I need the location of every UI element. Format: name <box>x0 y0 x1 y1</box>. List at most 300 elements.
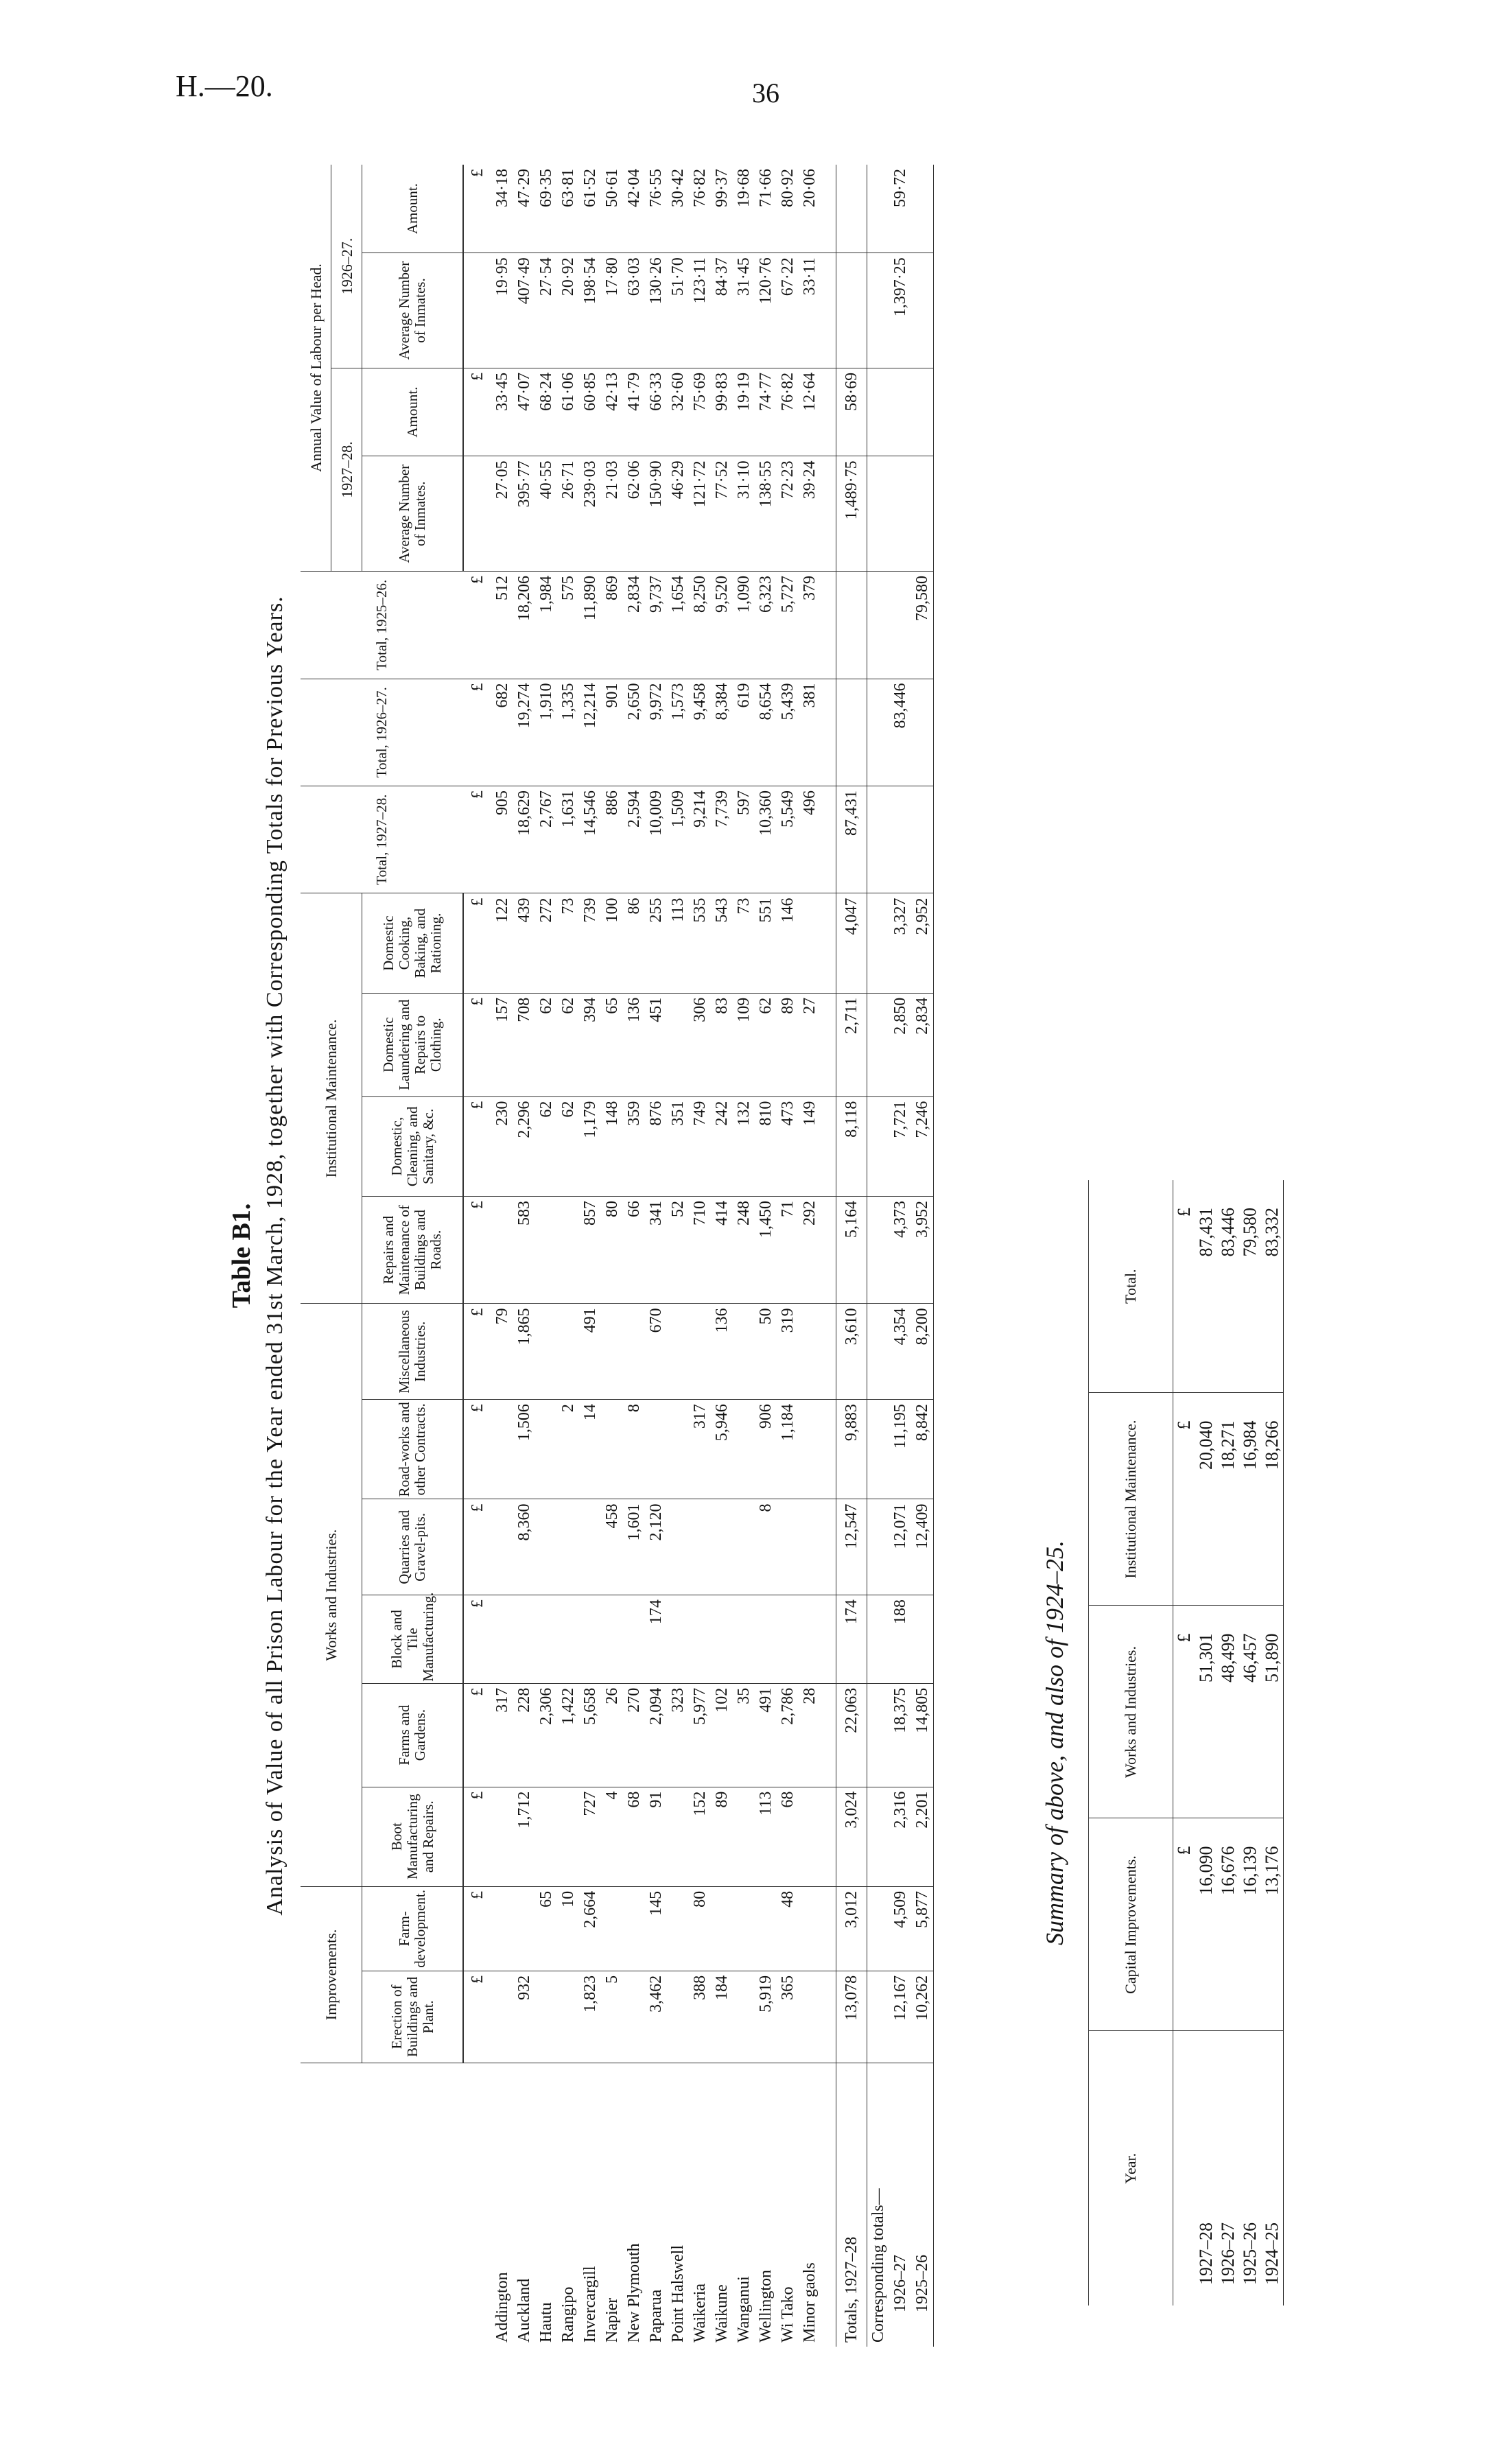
unit-cell: £ <box>463 993 491 1096</box>
value-cell <box>491 1400 513 1499</box>
value-cell: 65 <box>535 1886 557 1971</box>
value-cell <box>601 1886 623 1971</box>
value-cell: 255 <box>645 893 667 993</box>
value-cell <box>911 679 934 786</box>
blank-cell <box>867 368 890 456</box>
value-cell: 5,977 <box>689 1683 711 1787</box>
summary-row <box>1239 1180 1261 2305</box>
value-cell: 3,462 <box>645 1971 667 2063</box>
value-cell: 28 <box>799 1683 821 1787</box>
blank-cell <box>867 679 890 786</box>
value-cell: 8,842 <box>911 1400 934 1499</box>
value-cell <box>799 1499 821 1595</box>
value-cell: 535 <box>689 893 711 993</box>
table-body <box>463 165 934 2347</box>
value-cell <box>799 1595 821 1684</box>
value-cell <box>513 1595 535 1684</box>
value-cell: 4,373 <box>889 1196 911 1303</box>
value-cell <box>491 1971 513 2063</box>
table-row <box>711 165 733 2347</box>
value-cell <box>535 1400 557 1499</box>
summary-body <box>1173 1180 1284 2305</box>
value-cell: 2,094 <box>645 1683 667 1787</box>
value-cell <box>689 1595 711 1684</box>
summary-value: 48,499 <box>1217 1606 1239 1818</box>
value-cell: 66 <box>623 1196 645 1303</box>
value-cell: 727 <box>579 1787 601 1886</box>
col-domestic-cooking: Domestic Cooking, Baking, and Rationing. <box>362 893 464 993</box>
value-cell <box>623 1886 645 1971</box>
value-cell: 10,262 <box>911 1971 934 2063</box>
col-total-1925-26: Total, 1925–26. <box>301 572 463 679</box>
value-cell: 379 <box>799 572 821 679</box>
summary-row <box>1217 1180 1239 2305</box>
value-cell: 149 <box>799 1096 821 1196</box>
value-cell <box>601 1595 623 1684</box>
col-domestic-laundering: Domestic Laundering and Repairs to Clothing. <box>362 993 464 1096</box>
value-cell: 6,323 <box>755 572 777 679</box>
value-cell: 72·23 <box>777 456 799 572</box>
value-cell: 3,952 <box>911 1196 934 1303</box>
row-label: Invercargill <box>581 2266 599 2343</box>
value-cell: 20·06 <box>799 165 821 253</box>
col-quarries: Quarries and Gravel-pits. <box>362 1499 464 1595</box>
summary-year: 1925–26 <box>1240 2222 1260 2285</box>
value-cell: 71 <box>777 1196 799 1303</box>
col-block-tile: Block and Tile Manufacturing. <box>362 1595 464 1684</box>
value-cell <box>911 253 934 368</box>
row-header-blank <box>301 2063 463 2347</box>
col-avg-inmates-1927-28: Average Number of Inmates. <box>362 456 464 572</box>
blank-cell <box>867 1304 890 1400</box>
value-cell: 157 <box>491 993 513 1096</box>
table-row <box>777 165 799 2347</box>
unit-cell: £ <box>1173 1606 1196 1818</box>
blank-cell <box>867 1595 890 1684</box>
col-total-1926-27: Total, 1926–27. <box>301 679 463 786</box>
corresponding-heading-row <box>867 165 890 2347</box>
value-cell: 10 <box>557 1886 579 1971</box>
value-cell: 33·11 <box>799 253 821 368</box>
blank-cell <box>867 993 890 1096</box>
value-cell: 113 <box>667 893 689 993</box>
value-cell: 76·55 <box>645 165 667 253</box>
value-cell: 394 <box>579 993 601 1096</box>
value-cell: 46·29 <box>667 456 689 572</box>
value-cell: 80 <box>601 1196 623 1303</box>
value-cell: 1,506 <box>513 1400 535 1499</box>
value-cell: 26·71 <box>557 456 579 572</box>
value-cell <box>889 572 911 679</box>
row-label: Wi Tako <box>779 2286 797 2343</box>
value-cell: 67·22 <box>777 253 799 368</box>
table-row <box>623 165 645 2347</box>
value-cell: 1,335 <box>557 679 579 786</box>
summary-title: Summary of above, and also of 1924–25. <box>1041 1540 1068 1945</box>
value-cell: 184 <box>711 1971 733 2063</box>
value-cell: 1,179 <box>579 1096 601 1196</box>
value-cell: 146 <box>777 893 799 993</box>
value-cell: 66·33 <box>645 368 667 456</box>
value-cell: 123·11 <box>689 253 711 368</box>
value-cell: 228 <box>513 1683 535 1787</box>
value-cell: 2 <box>557 1400 579 1499</box>
value-cell: 458 <box>601 1499 623 1595</box>
table-row <box>689 165 711 2347</box>
group-works-industries: Works and Industries. <box>301 1304 362 1886</box>
value-cell: 5,727 <box>777 572 799 679</box>
value-cell: 50 <box>755 1304 777 1400</box>
value-cell: 272 <box>535 893 557 993</box>
value-cell: 12,167 <box>889 1971 911 2063</box>
value-cell <box>799 1787 821 1886</box>
value-cell: 62 <box>755 993 777 1096</box>
value-cell: 31·45 <box>733 253 755 368</box>
value-cell: 83,446 <box>889 679 911 786</box>
value-cell: 1,654 <box>667 572 689 679</box>
value-cell: 3,327 <box>889 893 911 993</box>
value-cell <box>799 893 821 993</box>
value-cell: 138·55 <box>755 456 777 572</box>
row-label: Addington <box>493 2272 511 2343</box>
spacer-cell <box>821 1595 836 1684</box>
value-cell: 47·29 <box>513 165 535 253</box>
value-cell: 292 <box>799 1196 821 1303</box>
value-cell: 84·37 <box>711 253 733 368</box>
main-table-block <box>226 165 1022 2347</box>
summary-value: 83,446 <box>1217 1180 1239 1393</box>
value-cell: 99·83 <box>711 368 733 456</box>
value-cell <box>711 1499 733 1595</box>
value-cell: 270 <box>623 1683 645 1787</box>
value-cell: 1,823 <box>579 1971 601 2063</box>
value-cell: 62 <box>557 993 579 1096</box>
value-cell: 89 <box>777 993 799 1096</box>
group-institutional-maintenance: Institutional Maintenance. <box>301 893 362 1304</box>
value-cell: 491 <box>579 1304 601 1400</box>
value-cell: 710 <box>689 1196 711 1303</box>
value-cell: 136 <box>711 1304 733 1400</box>
summary-value: 46,457 <box>1239 1606 1261 1818</box>
row-label: Wellington <box>757 2269 775 2343</box>
value-cell: 27·05 <box>491 456 513 572</box>
summary-value: 18,266 <box>1261 1393 1284 1606</box>
summary-row <box>1195 1180 1217 2305</box>
totals-cell: 3,012 <box>836 1886 867 1971</box>
value-cell: 901 <box>601 679 623 786</box>
blank-cell <box>867 572 890 679</box>
unit-row <box>463 165 491 2347</box>
row-label: Point Halswell <box>669 2245 687 2343</box>
value-cell: 34·18 <box>491 165 513 253</box>
value-cell: 73 <box>557 893 579 993</box>
value-cell <box>799 1400 821 1499</box>
summary-value: 20,040 <box>1195 1393 1217 1606</box>
value-cell: 12·64 <box>799 368 821 456</box>
value-cell: 869 <box>601 572 623 679</box>
value-cell <box>733 1787 755 1886</box>
value-cell: 73 <box>733 893 755 993</box>
value-cell: 39·24 <box>799 456 821 572</box>
value-cell <box>557 1196 579 1303</box>
col-amount-1926-27: Amount. <box>362 165 464 253</box>
value-cell: 26 <box>601 1683 623 1787</box>
value-cell: 8,250 <box>689 572 711 679</box>
value-cell: 99·37 <box>711 165 733 253</box>
unit-cell: £ <box>463 1499 491 1595</box>
blank-cell <box>867 456 890 572</box>
summary-year: 1924–25 <box>1261 2031 1284 2305</box>
blank-cell <box>867 165 890 253</box>
unit-cell: £ <box>463 786 491 893</box>
value-cell <box>733 1400 755 1499</box>
summary-year: 1926–27 <box>1218 2222 1238 2285</box>
table-row <box>733 165 755 2347</box>
value-cell: 47·07 <box>513 368 535 456</box>
value-cell: 19·95 <box>491 253 513 368</box>
value-cell: 109 <box>733 993 755 1096</box>
col-boot-manufacturing: Boot Manufacturing and Repairs. <box>362 1787 464 1886</box>
corresponding-label: Corresponding totals— <box>869 2188 887 2343</box>
unit-cell <box>463 456 491 572</box>
summary-col-total: Total. <box>1089 1180 1173 1393</box>
value-cell: 4 <box>601 1787 623 1886</box>
spacer-cell <box>821 1096 836 1196</box>
blank-cell <box>867 1787 890 1886</box>
value-cell: 1,422 <box>557 1683 579 1787</box>
col-farm-development: Farm-development. <box>362 1886 464 1971</box>
value-cell: 42·04 <box>623 165 645 253</box>
summary-unit-row <box>1173 1180 1196 2305</box>
value-cell: 1,712 <box>513 1787 535 1886</box>
value-cell: 89 <box>711 1787 733 1886</box>
value-cell <box>535 1787 557 1886</box>
summary-value: 16,139 <box>1239 1818 1261 2031</box>
value-cell: 12,214 <box>579 679 601 786</box>
value-cell: 932 <box>513 1971 535 2063</box>
unit-cell: £ <box>463 1971 491 2063</box>
value-cell: 75·69 <box>689 368 711 456</box>
value-cell <box>623 1971 645 2063</box>
spacer-cell <box>821 165 836 253</box>
value-cell <box>667 1886 689 1971</box>
unit-cell: £ <box>463 1196 491 1303</box>
value-cell <box>911 368 934 456</box>
value-cell: 50·61 <box>601 165 623 253</box>
value-cell: 2,834 <box>911 993 934 1096</box>
summary-value: 13,176 <box>1261 1818 1284 2031</box>
value-cell: 2,296 <box>513 1096 535 1196</box>
value-cell: 2,594 <box>623 786 645 893</box>
value-cell: 512 <box>491 572 513 679</box>
value-cell: 48 <box>777 1886 799 1971</box>
value-cell: 174 <box>645 1595 667 1684</box>
value-cell: 239·03 <box>579 456 601 572</box>
totals-cell: 9,883 <box>836 1400 867 1499</box>
table-row <box>513 165 535 2347</box>
summary-value: 79,580 <box>1239 1180 1261 1393</box>
value-cell: 12,409 <box>911 1499 934 1595</box>
value-cell: 5,919 <box>755 1971 777 2063</box>
value-cell: 1,631 <box>557 786 579 893</box>
value-cell <box>733 1595 755 1684</box>
value-cell: 2,767 <box>535 786 557 893</box>
value-cell <box>535 1971 557 2063</box>
value-cell: 79,580 <box>911 572 934 679</box>
value-cell: 381 <box>799 679 821 786</box>
value-cell: 27·54 <box>535 253 557 368</box>
summary-year: 1927–28 <box>1196 2222 1216 2285</box>
value-cell: 100 <box>601 893 623 993</box>
value-cell <box>557 1595 579 1684</box>
value-cell: 388 <box>689 1971 711 2063</box>
value-cell <box>579 1499 601 1595</box>
value-cell: 68 <box>777 1787 799 1886</box>
value-cell: 359 <box>623 1096 645 1196</box>
value-cell: 5,658 <box>579 1683 601 1787</box>
unit-cell: £ <box>463 1787 491 1886</box>
value-cell: 905 <box>491 786 513 893</box>
unit-cell <box>463 253 491 368</box>
value-cell: 10,009 <box>645 786 667 893</box>
value-cell: 248 <box>733 1196 755 1303</box>
table-row <box>645 165 667 2347</box>
totals-label: Totals, 1927–28 <box>836 2063 867 2347</box>
value-cell: 8,200 <box>911 1304 934 1400</box>
value-cell: 319 <box>777 1304 799 1400</box>
spacer-cell <box>821 1787 836 1886</box>
value-cell: 77·52 <box>711 456 733 572</box>
spacer-cell <box>821 1400 836 1499</box>
value-cell: 749 <box>689 1096 711 1196</box>
value-cell: 11,890 <box>579 572 601 679</box>
value-cell: 242 <box>711 1096 733 1196</box>
value-cell: 68 <box>623 1787 645 1886</box>
value-cell: 18,375 <box>889 1683 911 1787</box>
value-cell: 2,952 <box>911 893 934 993</box>
value-cell: 323 <box>667 1683 689 1787</box>
value-cell: 5,439 <box>777 679 799 786</box>
value-cell: 14 <box>579 1400 601 1499</box>
spacer-cell <box>821 253 836 368</box>
value-cell <box>889 368 911 456</box>
value-cell: 4,354 <box>889 1304 911 1400</box>
value-cell: 76·82 <box>777 368 799 456</box>
spacer-cell <box>821 368 836 456</box>
value-cell <box>491 1499 513 1595</box>
value-cell: 317 <box>491 1683 513 1787</box>
value-cell <box>557 1499 579 1595</box>
value-cell <box>491 1196 513 1303</box>
value-cell: 1,397·25 <box>889 253 911 368</box>
summary-value: 51,890 <box>1261 1606 1284 1818</box>
value-cell: 150·90 <box>645 456 667 572</box>
value-cell: 1,573 <box>667 679 689 786</box>
value-cell: 2,850 <box>889 993 911 1096</box>
value-cell: 145 <box>645 1886 667 1971</box>
value-cell <box>601 1304 623 1400</box>
value-cell: 30·42 <box>667 165 689 253</box>
value-cell: 7,246 <box>911 1096 934 1196</box>
value-cell: 2,201 <box>911 1787 934 1886</box>
value-cell: 543 <box>711 893 733 993</box>
value-cell: 152 <box>689 1787 711 1886</box>
value-cell: 1,865 <box>513 1304 535 1400</box>
corresponding-year: 1926–27 <box>891 2255 909 2312</box>
value-cell: 9,214 <box>689 786 711 893</box>
summary-table <box>1088 1180 1284 2305</box>
value-cell: 63·03 <box>623 253 645 368</box>
value-cell <box>623 1595 645 1684</box>
value-cell: 395·77 <box>513 456 535 572</box>
summary-value: 16,676 <box>1217 1818 1239 2031</box>
table-label: Table B1. <box>227 1203 256 1309</box>
spacer-cell <box>821 1886 836 1971</box>
summary-col-works: Works and Industries. <box>1089 1606 1173 1818</box>
value-cell: 86 <box>623 893 645 993</box>
value-cell: 62·06 <box>623 456 645 572</box>
totals-cell: 22,063 <box>836 1683 867 1787</box>
blank-cell <box>867 1683 890 1787</box>
value-cell <box>711 1595 733 1684</box>
spacer-row <box>821 165 836 2347</box>
value-cell <box>667 993 689 1096</box>
value-cell <box>623 1304 645 1400</box>
value-cell: 739 <box>579 893 601 993</box>
value-cell <box>777 1499 799 1595</box>
spacer-cell <box>821 456 836 572</box>
value-cell <box>535 1196 557 1303</box>
value-cell <box>889 786 911 893</box>
value-cell: 351 <box>667 1096 689 1196</box>
value-cell: 5 <box>601 1971 623 2063</box>
row-label: Wanganui <box>735 2276 753 2343</box>
value-cell: 876 <box>645 1096 667 1196</box>
value-cell: 1,601 <box>623 1499 645 1595</box>
value-cell: 42·13 <box>601 368 623 456</box>
value-cell: 670 <box>645 1304 667 1400</box>
value-cell: 451 <box>645 993 667 1096</box>
row-label: Napier <box>603 2297 621 2343</box>
table-row <box>799 165 821 2347</box>
totals-cell: 5,164 <box>836 1196 867 1303</box>
totals-cell <box>836 679 867 786</box>
blank-cell <box>867 1400 890 1499</box>
value-cell <box>911 456 934 572</box>
value-cell: 1,910 <box>535 679 557 786</box>
value-cell: 19·68 <box>733 165 755 253</box>
value-cell: 80·92 <box>777 165 799 253</box>
spacer-cell <box>821 786 836 893</box>
totals-cell: 12,547 <box>836 1499 867 1595</box>
summary-value: 16,090 <box>1195 1818 1217 2031</box>
unit-cell <box>1173 2031 1196 2305</box>
corresponding-row <box>911 165 934 2347</box>
value-cell: 496 <box>799 786 821 893</box>
value-cell <box>733 1886 755 1971</box>
value-cell: 8 <box>755 1499 777 1595</box>
value-cell: 5,877 <box>911 1886 934 1971</box>
value-cell: 439 <box>513 893 535 993</box>
page-number: 36 <box>752 78 779 108</box>
value-cell <box>733 1499 755 1595</box>
value-cell: 18,629 <box>513 786 535 893</box>
unit-cell: £ <box>1173 1180 1196 1393</box>
value-cell: 62 <box>557 1096 579 1196</box>
totals-cell: 1,489·75 <box>836 456 867 572</box>
row-label: Waikeria <box>691 2283 709 2343</box>
value-cell: 19,274 <box>513 679 535 786</box>
